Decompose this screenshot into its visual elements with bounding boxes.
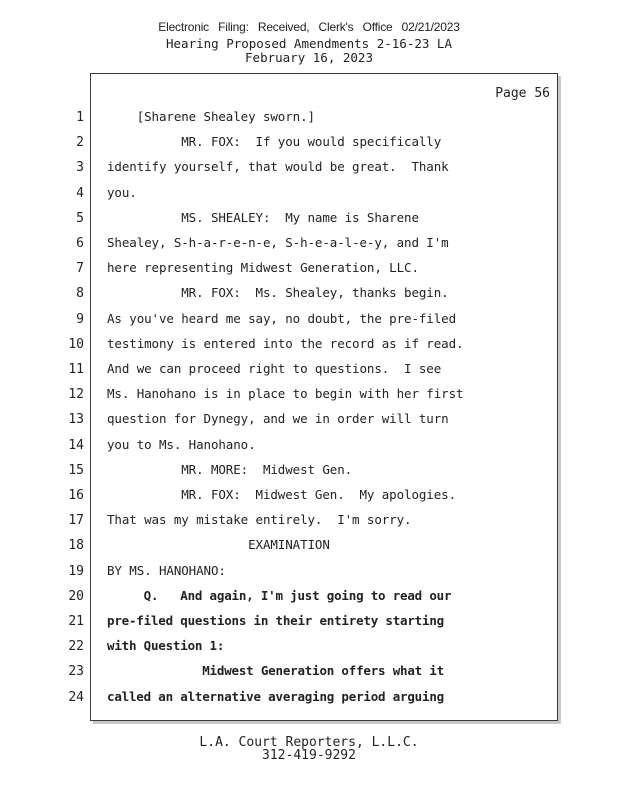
- line-number: 21: [68, 614, 84, 629]
- line-number: 13: [68, 412, 84, 428]
- line-number: 18: [68, 538, 84, 554]
- transcript-line: As you've heard me say, no doubt, the pre-filed: [107, 310, 457, 326]
- transcript-line: called an alternative averaging period arguing: [107, 688, 444, 704]
- line-number: 8: [76, 286, 84, 302]
- hearing-date: February 16, 2023: [245, 50, 373, 65]
- line-number: 16: [68, 488, 84, 503]
- line-number: 4: [76, 185, 84, 201]
- transcript-line: here representing Midwest Generation, LLC.: [107, 260, 419, 276]
- reporter-phone: 312-419-9292: [262, 748, 356, 763]
- transcript-line: MR. FOX: If you would specifically: [107, 134, 442, 150]
- transcript-line: And we can proceed right to questions. I see: [107, 361, 442, 376]
- transcript-line: Shealey, S-h-a-r-e-n-e, S-h-e-a-l-e-y, and I'm: [107, 235, 449, 250]
- line-number: 20: [68, 588, 84, 604]
- transcript-line: identify yourself, that would be great. Thank: [107, 159, 449, 175]
- line-number: 12: [68, 387, 84, 403]
- line-number: 19: [68, 563, 84, 579]
- line-number: 2: [76, 135, 84, 151]
- line-number: 24: [68, 689, 84, 705]
- line-number: 1: [76, 110, 84, 125]
- line-number: 22: [68, 639, 84, 655]
- transcript-line: MR. FOX: Ms. Shealey, thanks begin.: [107, 285, 449, 301]
- transcript-line: BY MS. HANOHANO:: [107, 562, 226, 578]
- reporter-name: L.A. Court Reporters, L.L.C.: [199, 735, 419, 750]
- line-number: 17: [68, 513, 84, 529]
- line-number: 9: [76, 311, 84, 327]
- transcript-line: EXAMINATION: [107, 537, 330, 553]
- line-number: 11: [68, 362, 84, 377]
- transcript-line: you.: [107, 184, 137, 200]
- filing-stamp: Electronic Filing: Received, Clerk's Office 02/21/2023: [158, 20, 460, 34]
- line-number: 7: [76, 261, 84, 277]
- transcript-line: That was my mistake entirely. I'm sorry.: [107, 512, 412, 528]
- transcript-line: MR. MORE: Midwest Gen.: [107, 461, 353, 477]
- transcript-line: with Question 1:: [107, 638, 225, 654]
- line-number: 14: [68, 437, 84, 453]
- line-number: 10: [68, 336, 84, 352]
- page-number: Page 56: [495, 86, 550, 101]
- transcript-line: [Sharene Shealey sworn.]: [107, 109, 315, 124]
- hearing-title: Hearing Proposed Amendments 2-16-23 LA: [166, 36, 452, 51]
- transcript-line: Midwest Generation offers what it: [107, 663, 444, 679]
- line-number: 3: [76, 160, 84, 176]
- transcript-line: Q. And again, I'm just going to read our: [107, 587, 452, 603]
- transcript-line: testimony is entered into the record as if read.: [107, 335, 464, 351]
- line-number: 5: [76, 210, 84, 226]
- transcript-line: Ms. Hanohano is in place to begin with her first: [107, 386, 464, 402]
- transcript-line: MR. FOX: Midwest Gen. My apologies.: [107, 487, 457, 502]
- transcript-line: you to Ms. Hanohano.: [107, 436, 256, 452]
- line-number: 23: [68, 664, 84, 680]
- transcript-line: MS. SHEALEY: My name is Sharene: [107, 209, 419, 225]
- line-number: 6: [76, 236, 84, 251]
- transcript-line: question for Dynegy, and we in order will turn: [107, 411, 449, 427]
- transcript-line: pre-filed questions in their entirety starting: [107, 613, 444, 628]
- line-number: 15: [68, 462, 84, 478]
